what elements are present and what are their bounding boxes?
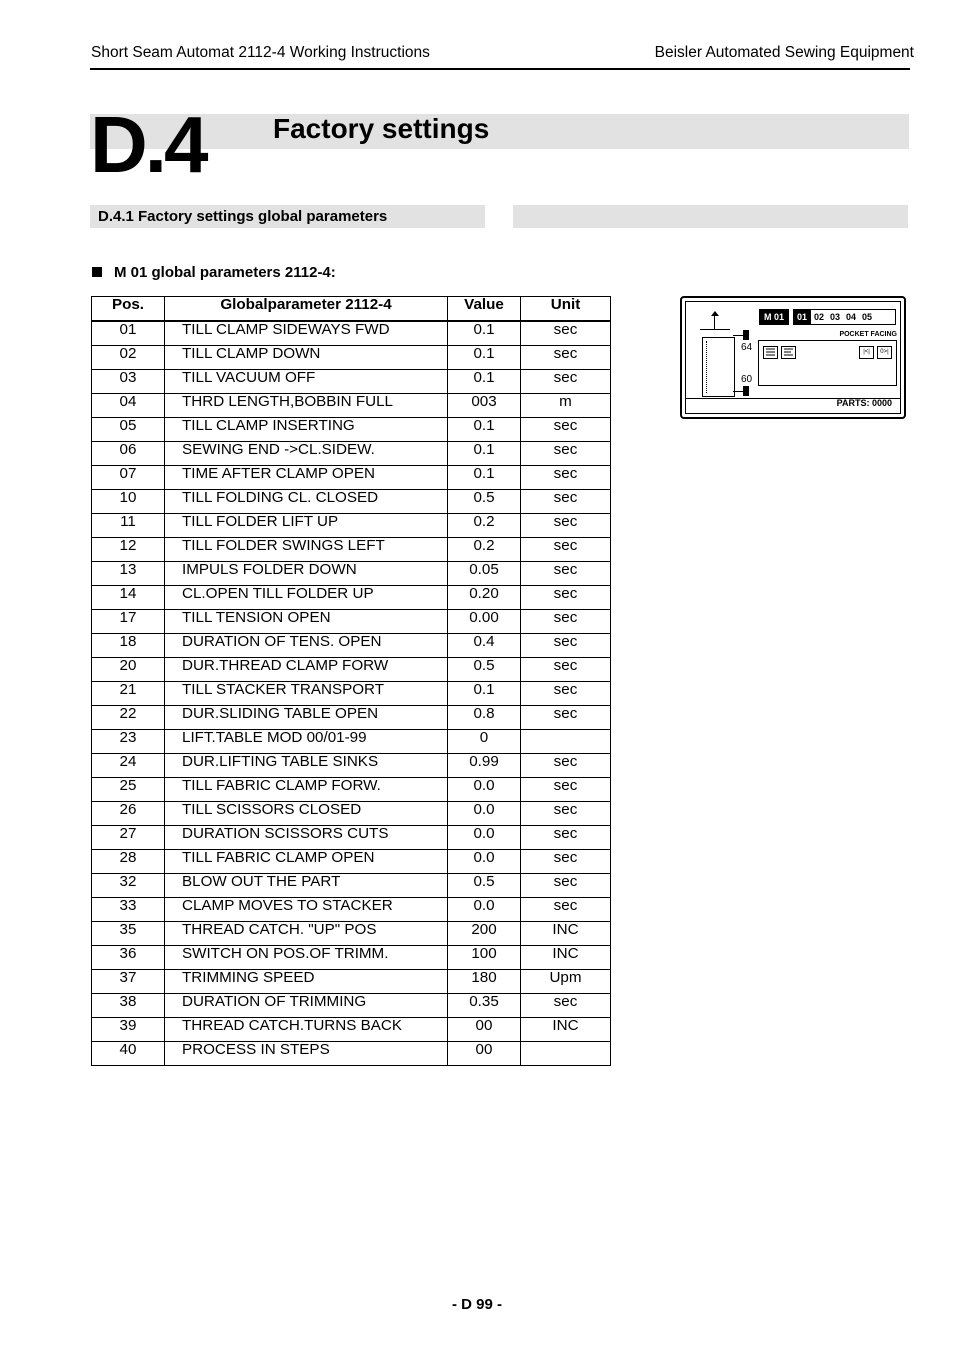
param-value: 0.8 [448, 706, 521, 730]
param-pos: 28 [92, 850, 165, 874]
param-unit: Upm [521, 970, 611, 994]
param-value: 0.2 [448, 514, 521, 538]
param-unit: sec [521, 370, 611, 394]
param-value: 0.00 [448, 610, 521, 634]
param-value: 0.5 [448, 874, 521, 898]
section-bar-right [513, 205, 908, 228]
table-row [92, 970, 611, 994]
param-pos: 39 [92, 1018, 165, 1042]
upper-marker-value: 64 [741, 342, 753, 353]
param-name: TILL FOLDER SWINGS LEFT [165, 538, 448, 562]
param-unit: sec [521, 898, 611, 922]
clamp-right-icon: 0>| [877, 346, 892, 359]
param-name: DUR.THREAD CLAMP FORW [165, 658, 448, 682]
clamp-left-icon: |<| [859, 346, 874, 359]
param-unit: sec [521, 610, 611, 634]
param-value: 0.5 [448, 658, 521, 682]
param-value: 0.1 [448, 346, 521, 370]
param-value: 0.0 [448, 850, 521, 874]
param-pos: 23 [92, 730, 165, 754]
param-pos: 27 [92, 826, 165, 850]
table-row [92, 466, 611, 490]
param-pos: 33 [92, 898, 165, 922]
param-pos: 40 [92, 1042, 165, 1066]
param-value: 0.0 [448, 826, 521, 850]
param-name: TILL CLAMP SIDEWAYS FWD [165, 321, 448, 346]
table-row [92, 922, 611, 946]
table-row [92, 562, 611, 586]
param-name: TILL STACKER TRANSPORT [165, 682, 448, 706]
param-name: THREAD CATCH. "UP" POS [165, 922, 448, 946]
param-pos: 17 [92, 610, 165, 634]
param-pos: 01 [92, 321, 165, 346]
param-value: 100 [448, 946, 521, 970]
param-pos: 02 [92, 346, 165, 370]
param-unit: sec [521, 874, 611, 898]
param-name: TILL SCISSORS CLOSED [165, 802, 448, 826]
header-pos: Pos. [92, 297, 165, 322]
param-value: 0 [448, 730, 521, 754]
table-row [92, 778, 611, 802]
param-pos: 10 [92, 490, 165, 514]
table-row [92, 706, 611, 730]
param-value: 0.20 [448, 586, 521, 610]
param-value: 0.0 [448, 778, 521, 802]
param-pos: 24 [92, 754, 165, 778]
table-row [92, 754, 611, 778]
param-pos: 12 [92, 538, 165, 562]
table-row [92, 994, 611, 1018]
param-pos: 18 [92, 634, 165, 658]
table-row [92, 898, 611, 922]
parts-counter: PARTS: 0000 [836, 398, 892, 408]
param-name: TILL CLAMP INSERTING [165, 418, 448, 442]
param-name: DURATION OF TENS. OPEN [165, 634, 448, 658]
chapter-title: Factory settings [273, 113, 490, 144]
param-name: CLAMP MOVES TO STACKER [165, 898, 448, 922]
param-name: TILL FOLDING CL. CLOSED [165, 490, 448, 514]
param-name: DURATION SCISSORS CUTS [165, 826, 448, 850]
param-unit: sec [521, 442, 611, 466]
param-unit: sec [521, 538, 611, 562]
table-row [92, 634, 611, 658]
param-pos: 22 [92, 706, 165, 730]
table-row [92, 682, 611, 706]
lower-marker-line [733, 391, 743, 392]
table-row [92, 586, 611, 610]
param-value: 0.35 [448, 994, 521, 1018]
param-name: TILL VACUUM OFF [165, 370, 448, 394]
param-pos: 26 [92, 802, 165, 826]
header-divider [90, 68, 910, 70]
param-pos: 32 [92, 874, 165, 898]
param-pos: 05 [92, 418, 165, 442]
param-pos: 11 [92, 514, 165, 538]
param-pos: 07 [92, 466, 165, 490]
param-unit: sec [521, 682, 611, 706]
header-right: Beisler Automated Sewing Equipment [654, 44, 914, 61]
table-row [92, 658, 611, 682]
seam-line [706, 341, 708, 393]
menu-badge: M 01 [759, 309, 789, 325]
param-unit: sec [521, 802, 611, 826]
param-pos: 03 [92, 370, 165, 394]
param-value: 0.2 [448, 538, 521, 562]
param-pos: 06 [92, 442, 165, 466]
param-pos: 36 [92, 946, 165, 970]
table-row [92, 490, 611, 514]
param-unit: sec [521, 514, 611, 538]
param-value: 00 [448, 1018, 521, 1042]
param-value: 200 [448, 922, 521, 946]
table-row [92, 538, 611, 562]
param-unit: sec [521, 466, 611, 490]
program-option: 02 [814, 312, 825, 322]
program-option: 03 [830, 312, 841, 322]
table-row [92, 370, 611, 394]
upper-marker-icon [743, 330, 749, 340]
page-number: - D 99 - [451, 1296, 502, 1313]
param-value: 0.1 [448, 442, 521, 466]
param-pos: 20 [92, 658, 165, 682]
param-name: TILL TENSION OPEN [165, 610, 448, 634]
param-name: TILL CLAMP DOWN [165, 346, 448, 370]
table-row [92, 418, 611, 442]
param-name: TILL FABRIC CLAMP FORW. [165, 778, 448, 802]
param-unit: INC [521, 922, 611, 946]
param-name: TRIMMING SPEED [165, 970, 448, 994]
param-unit: sec [521, 634, 611, 658]
param-unit: sec [521, 778, 611, 802]
param-name: DUR.LIFTING TABLE SINKS [165, 754, 448, 778]
param-value: 003 [448, 394, 521, 418]
bullet-square-icon [92, 267, 102, 277]
param-unit: sec [521, 586, 611, 610]
header-value: Value [448, 297, 521, 322]
table-row [92, 1042, 611, 1066]
param-unit: m [521, 394, 611, 418]
header-left: Short Seam Automat 2112-4 Working Instructions [91, 44, 430, 61]
table-row [92, 874, 611, 898]
param-value: 0.1 [448, 321, 521, 346]
param-value: 0.1 [448, 418, 521, 442]
header-unit: Unit [521, 297, 611, 322]
param-name: SWITCH ON POS.OF TRIMM. [165, 946, 448, 970]
table-row [92, 321, 611, 346]
lower-marker-value: 60 [741, 374, 753, 385]
param-value: 0.0 [448, 802, 521, 826]
global-parameters-table [91, 296, 611, 1066]
param-unit: sec [521, 562, 611, 586]
table-row [92, 802, 611, 826]
param-pos: 25 [92, 778, 165, 802]
param-pos: 14 [92, 586, 165, 610]
table-row [92, 850, 611, 874]
param-value: 0.0 [448, 898, 521, 922]
param-value: 0.5 [448, 490, 521, 514]
param-pos: 35 [92, 922, 165, 946]
table-row [92, 610, 611, 634]
table-row [92, 826, 611, 850]
param-name: CL.OPEN TILL FOLDER UP [165, 586, 448, 610]
param-name: TILL FABRIC CLAMP OPEN [165, 850, 448, 874]
param-name: TILL FOLDER LIFT UP [165, 514, 448, 538]
table-row [92, 730, 611, 754]
table-header-row [92, 297, 611, 322]
param-name: LIFT.TABLE MOD 00/01-99 [165, 730, 448, 754]
param-value: 0.05 [448, 562, 521, 586]
param-name: TIME AFTER CLAMP OPEN [165, 466, 448, 490]
param-name: THRD LENGTH,BOBBIN FULL [165, 394, 448, 418]
param-unit: sec [521, 418, 611, 442]
param-pos: 21 [92, 682, 165, 706]
param-unit [521, 730, 611, 754]
param-unit: sec [521, 826, 611, 850]
table-row [92, 514, 611, 538]
param-value: 0.4 [448, 634, 521, 658]
param-unit: sec [521, 850, 611, 874]
param-unit: sec [521, 658, 611, 682]
table-row [92, 946, 611, 970]
list-icon [781, 346, 796, 359]
param-pos: 04 [92, 394, 165, 418]
chapter-title-bar [90, 114, 909, 149]
param-name: BLOW OUT THE PART [165, 874, 448, 898]
program-option: 05 [862, 312, 873, 322]
param-name: DURATION OF TRIMMING [165, 994, 448, 1018]
param-pos: 13 [92, 562, 165, 586]
upper-marker-line [733, 335, 743, 336]
param-value: 0.1 [448, 370, 521, 394]
section-title: D.4.1 Factory settings global parameters [98, 208, 388, 225]
param-name: IMPULS FOLDER DOWN [165, 562, 448, 586]
param-pos: 37 [92, 970, 165, 994]
table-row [92, 1018, 611, 1042]
param-name: PROCESS IN STEPS [165, 1042, 448, 1066]
param-unit: sec [521, 490, 611, 514]
param-unit: sec [521, 321, 611, 346]
param-value: 0.99 [448, 754, 521, 778]
param-name: SEWING END ->CL.SIDEW. [165, 442, 448, 466]
reference-line [700, 329, 730, 330]
arrow-up-icon [711, 311, 719, 316]
chapter-number: D.4 [90, 100, 206, 189]
param-value: 00 [448, 1042, 521, 1066]
param-name: THREAD CATCH.TURNS BACK [165, 1018, 448, 1042]
param-value: 180 [448, 970, 521, 994]
mode-label: POCKET FACING [839, 331, 897, 338]
param-unit: sec [521, 346, 611, 370]
program-option: 04 [846, 312, 857, 322]
table-row [92, 394, 611, 418]
lower-marker-icon [743, 386, 749, 396]
stack-icon [763, 346, 778, 359]
table-row [92, 346, 611, 370]
program-selected: 01 [793, 309, 811, 325]
param-unit: INC [521, 1018, 611, 1042]
param-value: 0.1 [448, 682, 521, 706]
header-parameter: Globalparameter 2112-4 [165, 297, 448, 322]
table-row [92, 442, 611, 466]
param-unit: sec [521, 994, 611, 1018]
arrow-up-shaft [714, 313, 715, 329]
param-name: DUR.SLIDING TABLE OPEN [165, 706, 448, 730]
param-pos: 38 [92, 994, 165, 1018]
param-unit: sec [521, 754, 611, 778]
param-unit [521, 1042, 611, 1066]
subsection-title: M 01 global parameters 2112-4: [114, 264, 336, 281]
param-unit: sec [521, 706, 611, 730]
param-value: 0.1 [448, 466, 521, 490]
param-unit: INC [521, 946, 611, 970]
